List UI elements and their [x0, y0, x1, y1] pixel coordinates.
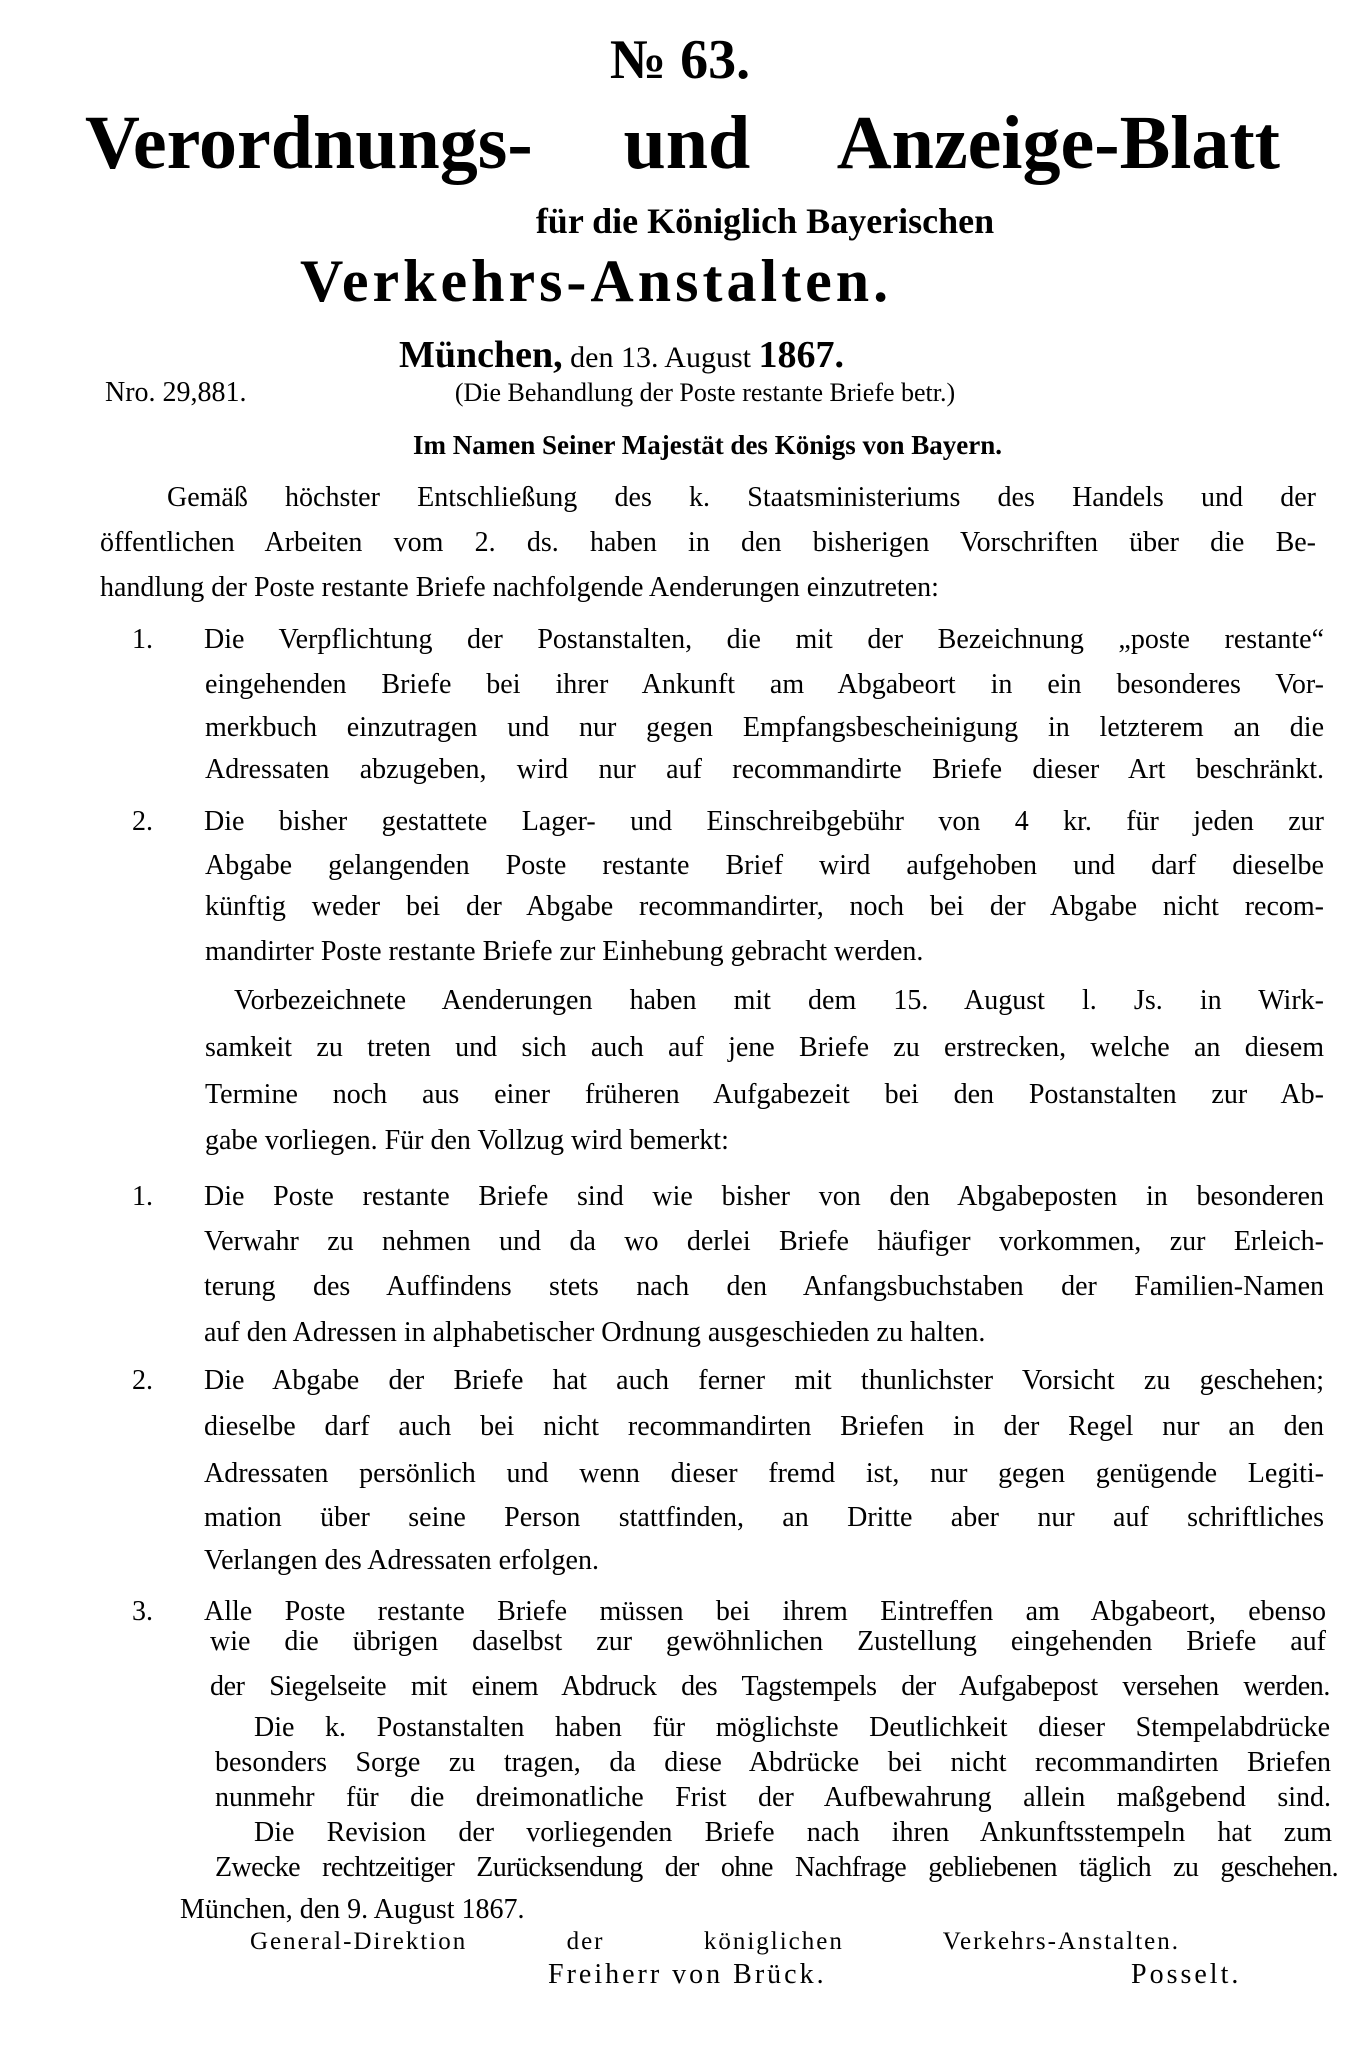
list-item-line: Abgabe gelangenden Poste restante Brief wird aufgehoben und darf dieselbe: [205, 850, 1324, 881]
list-item-line: Die bisher gestattete Lager- und Einschreibgebühr von 4 kr. für jeden zur: [204, 806, 1324, 837]
dateline-date: den 13. August: [570, 341, 751, 374]
list-item-line: Die Verpflichtung der Postanstalten, die mit der Bezeichnung „poste restante“: [204, 624, 1324, 655]
issue-number: № 63.: [609, 29, 751, 91]
list-item-line: Alle Poste restante Briefe müssen bei ihrem Eintreffen am Abgabeort, ebenso: [204, 1596, 1326, 1627]
list-item-line: wie die übrigen daselbst zur gewöhnlichen Zustellung eingehenden Briefe auf: [210, 1626, 1326, 1657]
list-item-line: Zwecke rechtzeitiger Zurücksendung der ohne Nachfrage gebliebenen täglich zu geschehen.: [215, 1852, 1338, 1883]
intro-line: Gemäß höchster Entschließung des k. Staatsministeriums des Handels und der: [167, 482, 1316, 513]
list-item-line: Adressaten abzugeben, wird nur auf recommandirte Briefe dieser Art beschränkt.: [205, 754, 1324, 785]
issuing-authority: General-Direktion der königlichen Verkehrs-Anstalten.: [250, 1928, 1180, 1955]
signature-posselt: Posselt.: [1131, 1959, 1242, 1990]
list-item-line: der Siegelseite mit einem Abdruck des Tagstempels der Aufgabepost versehen werden.: [210, 1671, 1330, 1702]
list-item-line: Verwahr zu nehmen und da wo derlei Briefe häufiger vorkommen, zur Erleich-: [204, 1226, 1324, 1257]
effective-line: Vorbezeichnete Aenderungen haben mit dem 15. August l. Js. in Wirk-: [234, 985, 1324, 1016]
intro-line: handlung der Poste restante Briefe nachfolgende Aenderungen einzutreten:: [100, 572, 939, 603]
subject-line: (Die Behandlung der Poste restante Briefe betr.): [454, 378, 956, 407]
list-item-line: mandirter Poste restante Briefe zur Einhebung gebracht werden.: [205, 936, 924, 967]
list-item-line: merkbuch einzutragen und nur gegen Empfangsbescheinigung in letzterem an die: [205, 712, 1324, 743]
dateline-year: 1867.: [758, 334, 844, 376]
page-title: Verordnungs- und Anzeige-Blatt: [85, 101, 1280, 185]
effective-line: gabe vorliegen. Für den Vollzug wird bemerkt:: [205, 1125, 729, 1156]
effective-line: Termine noch aus einer früheren Aufgabezeit bei den Postanstalten zur Ab-: [205, 1079, 1324, 1110]
list-number: 2.: [132, 1365, 153, 1396]
subtitle: für die Königlich Bayerischen: [535, 201, 995, 241]
list-item-line: Die Revision der vorliegenden Briefe nach ihren Ankunftsstempeln hat zum: [254, 1817, 1332, 1848]
list-item-line: Adressaten persönlich und wenn dieser fremd ist, nur gegen genügende Legiti-: [204, 1458, 1324, 1489]
list-item-line: Die Abgabe der Briefe hat auch ferner mit thunlichster Vorsicht zu geschehen;: [204, 1365, 1324, 1396]
list-item-line: besonders Sorge zu tragen, da diese Abdrücke bei nicht recommandirten Briefen: [215, 1747, 1331, 1778]
dateline: [399, 332, 1019, 378]
effective-line: samkeit zu treten und sich auch auf jene Briefe zu erstrecken, welche an diesem: [205, 1032, 1324, 1063]
reference-number: Nro. 29,881.: [105, 377, 247, 408]
intro-line: öffentlichen Arbeiten vom 2. ds. haben in den bisherigen Vorschriften über die Be-: [100, 527, 1316, 558]
list-item-line: künftig weder bei der Abgabe recommandirter, noch bei der Abgabe nicht recom-: [205, 891, 1324, 922]
list-number: 1.: [132, 624, 153, 655]
list-item-line: dieselbe darf auch bei nicht recommandirten Briefen in der Regel nur an den: [204, 1411, 1324, 1442]
list-item-line: Verlangen des Adressaten erfolgen.: [204, 1545, 599, 1576]
list-item-line: Die Poste restante Briefe sind wie bisher von den Abgabeposten in besonderen: [204, 1181, 1324, 1212]
list-item-line: terung des Auffindens stets nach den Anfangsbuchstaben der Familien-Namen: [204, 1271, 1324, 1302]
list-item-line: Die k. Postanstalten haben für möglichste Deutlichkeit dieser Stempelabdrücke: [254, 1712, 1330, 1743]
list-item-line: nunmehr für die dreimonatliche Frist der Aufbewahrung allein maßgebend sind.: [215, 1782, 1331, 1813]
dateline-place: München,: [399, 334, 563, 376]
subtitle-agency: Verkehrs-Anstalten.: [300, 248, 893, 314]
list-number: 1.: [132, 1181, 153, 1212]
list-number: 2.: [132, 806, 153, 837]
list-number: 3.: [132, 1596, 153, 1627]
invocation: Im Namen Seiner Majestät des Königs von Bayern.: [413, 430, 1002, 460]
list-item-line: mation über seine Person stattfinden, an Dritte aber nur auf schriftliches: [204, 1502, 1324, 1533]
list-item-line: eingehenden Briefe bei ihrer Ankunft am Abgabeort in ein besonderes Vor-: [205, 669, 1324, 700]
signature-brueck: Freiherr von Brück.: [548, 1959, 827, 1990]
closing-place-date: München, den 9. August 1867.: [180, 1894, 525, 1925]
list-item-line: auf den Adressen in alphabetischer Ordnung ausgeschieden zu halten.: [204, 1317, 986, 1348]
